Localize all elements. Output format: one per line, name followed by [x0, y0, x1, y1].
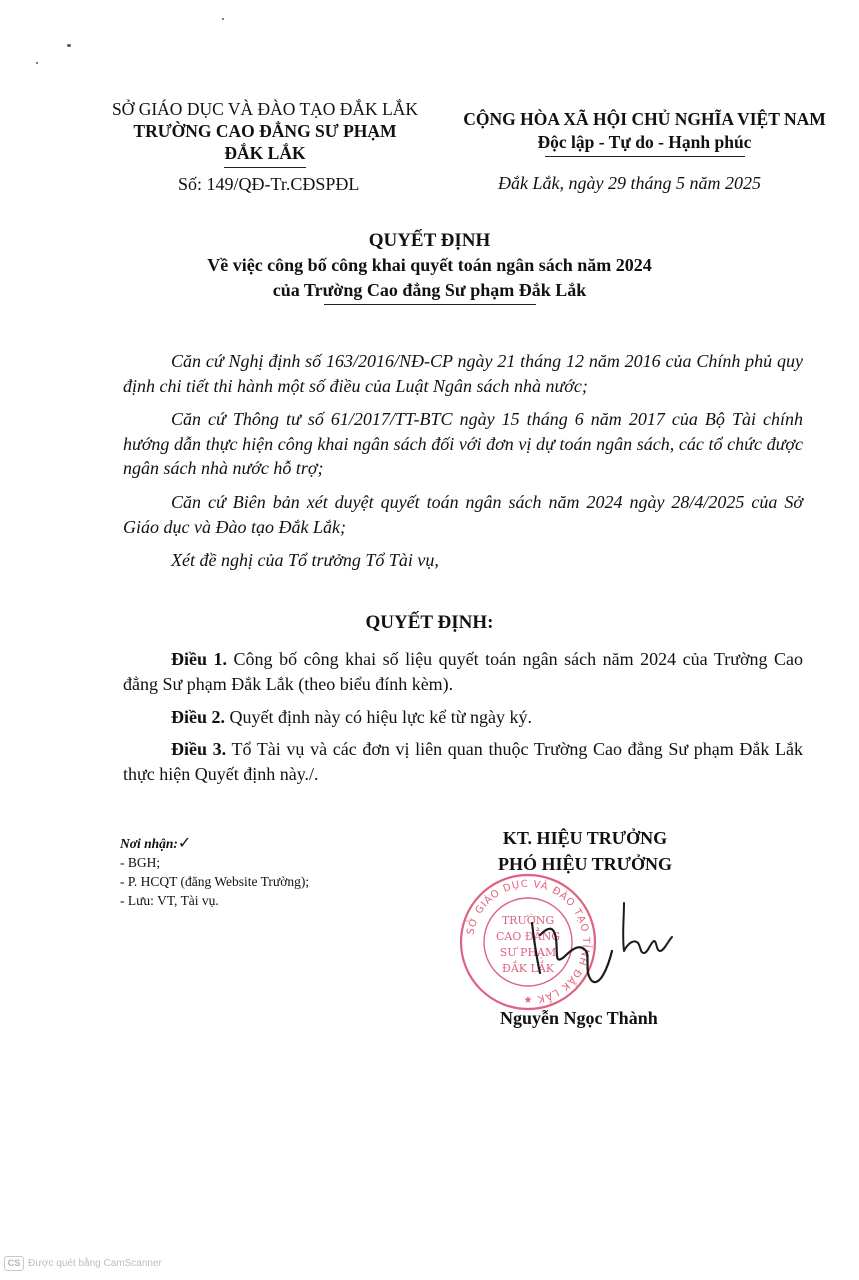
title-underline	[324, 304, 536, 305]
national-motto	[452, 108, 837, 157]
preamble-item: Xét đề nghị của Tổ trưởng Tổ Tài vụ,	[171, 550, 439, 570]
scan-speck	[67, 44, 71, 47]
title-heading: QUYẾT ĐỊNH	[368, 230, 491, 251]
agency-name-line2: ĐẮK LẮK	[224, 143, 306, 163]
handwritten-signature-icon	[520, 895, 690, 995]
article-3	[123, 737, 803, 786]
country-name: CỘNG HÒA XÃ HỘI CHỦ NGHĨA VIỆT NAM	[463, 109, 826, 129]
signature-block	[440, 825, 730, 877]
preamble-item: Căn cứ Nghị định số 163/2016/NĐ-CP ngày 21 tháng 12 năm 2016 của Chính phủ quy định chi tiết thi hành một số điều của Luật Ngân sách nhà nước;	[123, 351, 803, 396]
article-2	[123, 705, 803, 730]
article-text: Quyết định này có hiệu lực kể từ ngày ký.	[225, 707, 532, 727]
scan-speck	[36, 62, 38, 64]
motto-underline	[545, 156, 745, 157]
agency-underline	[224, 167, 306, 168]
title-subject-line1: Về việc công bố công khai quyết toán ngân sách năm 2024	[207, 255, 652, 275]
preamble-item: Căn cứ Thông tư số 61/2017/TT-BTC ngày 15 tháng 6 năm 2017 của Bộ Tài chính hướng dẫn thực hiện công khai ngân sách đối với đơn vị dự toán ngân sách, các tổ chức được ngân sách nhà nước hỗ trợ;	[123, 409, 803, 478]
preamble-item: Căn cứ Biên bản xét duyệt quyết toán ngân sách năm 2024 ngày 28/4/2025 của Sở Giáo dục và Đào tạo Đắk Lắk;	[123, 492, 803, 537]
checkmark-icon: ✓	[177, 835, 192, 852]
title-subject-line2: của Trường Cao đẳng Sư phạm Đắk Lắk	[272, 280, 587, 300]
article-label: Điều 2.	[171, 707, 225, 727]
watermark-text: Được quét bằng CamScanner	[28, 1258, 162, 1269]
motto: Độc lập - Tự do - Hạnh phúc	[537, 132, 752, 152]
recipient-item: - Lưu: VT, Tài vụ.	[120, 893, 219, 908]
recipients-list	[120, 834, 309, 910]
seal-center-line: ĐẮK LẮK	[501, 962, 555, 975]
issuing-agency	[100, 98, 430, 168]
article-label: Điều 1.	[171, 649, 228, 669]
article-label: Điều 3.	[171, 739, 227, 759]
svg-text:★: ★	[523, 995, 533, 1006]
recipients-title: Nơi nhận:✓	[120, 835, 192, 852]
article-1	[123, 647, 803, 696]
article-text: Công bố công khai số liệu quyết toán ngân sách năm 2024 của Trường Cao đẳng Sư phạm Đắk Lắk (theo biểu đính kèm).	[123, 649, 803, 694]
document-number: Số: 149/QĐ-Tr.CĐSPĐL	[178, 174, 360, 194]
seal-center-line: CAO ĐẲNG	[495, 930, 561, 943]
signer-authority: KT. HIỆU TRƯỞNG	[502, 828, 668, 848]
camscanner-logo-icon: CS	[4, 1256, 24, 1271]
recipient-item: - P. HCQT (đăng Website Trường);	[120, 874, 310, 889]
document-date: Đắk Lắk, ngày 29 tháng 5 năm 2025	[498, 173, 761, 193]
document-title	[0, 228, 859, 305]
scanner-watermark	[4, 1256, 162, 1271]
seal-center-line: TRƯỜNG	[501, 914, 555, 927]
agency-name-line1: TRƯỜNG CAO ĐẲNG SƯ PHẠM	[133, 121, 397, 141]
seal-center-line: SƯ PHẠM	[499, 946, 557, 959]
recipient-item: - BGH;	[120, 855, 161, 870]
scan-speck	[222, 18, 224, 20]
article-text: Tổ Tài vụ và các đơn vị liên quan thuộc Trường Cao đẳng Sư phạm Đắk Lắk thực hiện Quyết định này./.	[123, 739, 804, 784]
seal-ring-text: SỞ GIÁO DỤC VÀ ĐÀO TẠO TỈNH ĐẮK LẮK	[465, 878, 592, 1005]
signer-name: Nguyễn Ngọc Thành	[500, 1008, 658, 1028]
decision-heading: QUYẾT ĐỊNH:	[365, 612, 494, 633]
signer-title: PHÓ HIỆU TRƯỞNG	[497, 854, 672, 874]
agency-parent: SỞ GIÁO DỤC VÀ ĐÀO TẠO ĐẮK LẮK	[111, 99, 419, 119]
